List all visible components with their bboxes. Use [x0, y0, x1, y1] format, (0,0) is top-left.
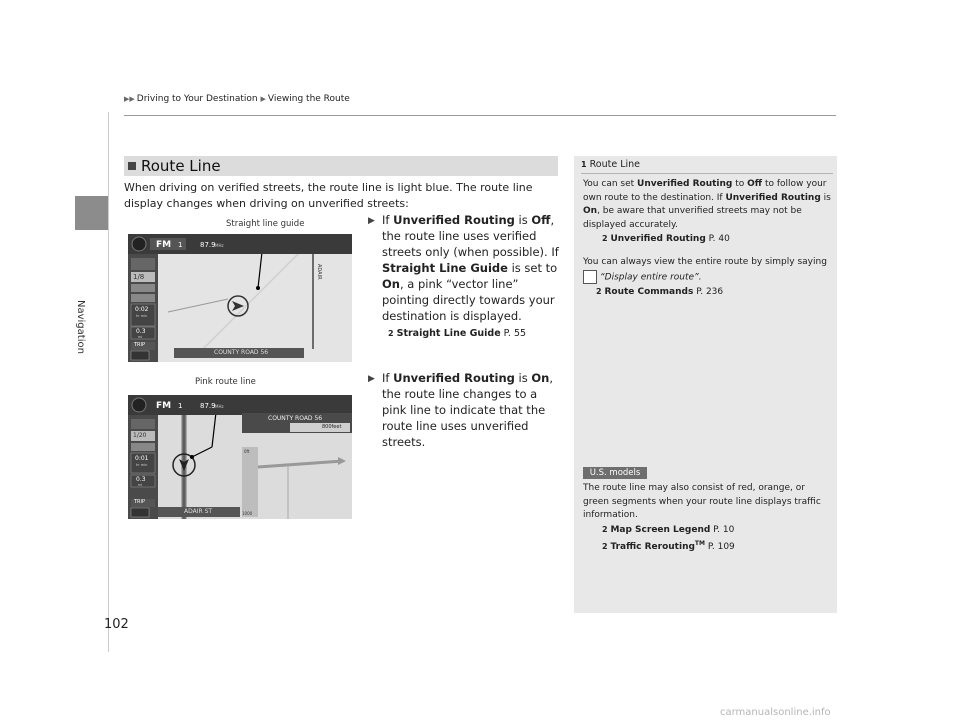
side-note-paragraph-3: The route line may also consist of red, orange, or green segments when your route line displays traffic information. 2 Map Screen Legend P. 10 2 Traffic Rerouting™ P. 109 [583, 482, 831, 555]
street-label-adair: ADAIR [316, 264, 322, 280]
margin-divider [108, 112, 109, 652]
arrow-box-icon: 2 [388, 329, 394, 338]
intro-paragraph: When driving on verified streets, the route line is light blue. The route line display changes when driving on unverified streets: [124, 181, 533, 210]
xref-traffic-rerouting[interactable]: 2 Traffic Rerouting™ P. 109 [602, 540, 735, 552]
radio-frequency: 87.9 [200, 241, 216, 249]
breadcrumb [124, 94, 350, 104]
trip-label: TRIP [134, 499, 146, 505]
eta-time-unit: hr min [136, 314, 148, 318]
header-rule [124, 115, 836, 116]
map-image-1 [128, 234, 352, 362]
radio-preset: 1 [178, 241, 183, 249]
xref-map-screen-legend[interactable]: 2 Map Screen Legend P. 10 [602, 524, 735, 535]
eta-time: 0:02 [135, 306, 149, 313]
side-note-panel [574, 156, 837, 613]
bullet-text: If Unverified Routing is On, the route line changes to a pink line to indicate that the route line uses unverified streets. [382, 371, 554, 449]
distance-bar-bottom-label: 1000 [242, 511, 253, 516]
xref-straight-line-guide[interactable]: 2 Straight Line Guide P. 55 [388, 328, 527, 339]
arrow-box-icon: 2 [596, 286, 602, 296]
callout-pink-route-line: Pink route line [195, 377, 256, 387]
radio-frequency: 87.9 [200, 402, 216, 410]
watermark: carmanualsonline.info [720, 707, 831, 718]
bullet-unverified-off [368, 212, 560, 342]
map-scale: 1/8 [133, 273, 145, 281]
eta-time-unit: hr min [136, 463, 148, 467]
next-turn-distance: 800feet [322, 424, 342, 430]
eta-distance: 0.3 [136, 328, 146, 335]
square-bullet-icon [128, 162, 136, 170]
arrow-box-icon: 2 [602, 524, 608, 534]
section-title: Route Line [141, 157, 221, 175]
nav-screen-straight-line [128, 234, 352, 362]
next-road-label: COUNTY ROAD 56 [268, 415, 323, 422]
distance-bar-top-label: 0ft [244, 449, 250, 454]
eta-distance-unit: mi [138, 335, 143, 339]
triangle-bullet-icon: ▶ [368, 216, 375, 226]
side-note-rule [581, 173, 833, 174]
callout-straight-line-guide: Straight line guide [226, 219, 305, 229]
eta-time: 0:01 [135, 455, 149, 462]
map-scale: 1/20 [133, 432, 147, 439]
arrow-box-icon: 2 [602, 542, 608, 551]
section-heading [124, 156, 558, 176]
voice-command-icon [583, 270, 597, 284]
bullet-unverified-on [368, 370, 560, 450]
xref-unverified-routing[interactable]: 2 Unverified Routing P. 40 [602, 234, 730, 244]
arrow-box-icon: 1 [581, 160, 587, 169]
breadcrumb-arrow-icon: ▶ [260, 95, 266, 103]
nav-screen-pink-route [128, 395, 352, 519]
side-note-paragraph-1: You can set Unverified Routing to Off to follow your own route to the destination. If Unverified Routing is On, be aware that unverified streets may not be displayed accurately. 2 Unverified Routing P. 40 [583, 178, 831, 247]
breadcrumb-item-driving[interactable]: Driving to Your Destination [136, 94, 258, 104]
xref-route-commands[interactable]: 2 Route Commands P. 236 [596, 286, 724, 297]
radio-preset: 1 [178, 402, 183, 410]
bullet-text: If Unverified Routing is Off, the route line uses verified streets only (when possible). If Straight Line Guide is set to On, a pink “vector line” pointing directly towards your destination is displayed. 2 Straight Line Guide P. 55 [368, 212, 560, 342]
radio-band-label: FM [156, 240, 172, 250]
current-road-label: COUNTY ROAD 56 [214, 349, 269, 356]
trip-label: TRIP [134, 342, 146, 348]
page-number: 102 [104, 617, 129, 632]
us-models-badge: U.S. models [583, 467, 647, 479]
breadcrumb-arrow-icon: ▶▶ [124, 95, 135, 103]
radio-frequency-unit: MHz [215, 243, 224, 248]
side-tab-label: Navigation [75, 300, 86, 354]
eta-distance-unit: mi [138, 483, 143, 487]
map-image-2 [128, 395, 352, 519]
breadcrumb-item-viewing-route[interactable]: Viewing the Route [267, 94, 350, 104]
side-note-header: 1 Route Line [581, 159, 641, 170]
section-tab-marker [75, 196, 108, 230]
eta-distance: 0.3 [136, 476, 146, 483]
current-road-label: ADAIR ST [184, 508, 213, 515]
radio-band-label: FM [156, 401, 172, 411]
radio-frequency-unit: MHz [215, 404, 224, 409]
side-note-paragraph-2: You can always view the entire route by simply saying “Display entire route”. 2 Route Commands P. 236 [583, 256, 831, 299]
arrow-box-icon: 2 [602, 234, 608, 243]
triangle-bullet-icon: ▶ [368, 374, 375, 384]
